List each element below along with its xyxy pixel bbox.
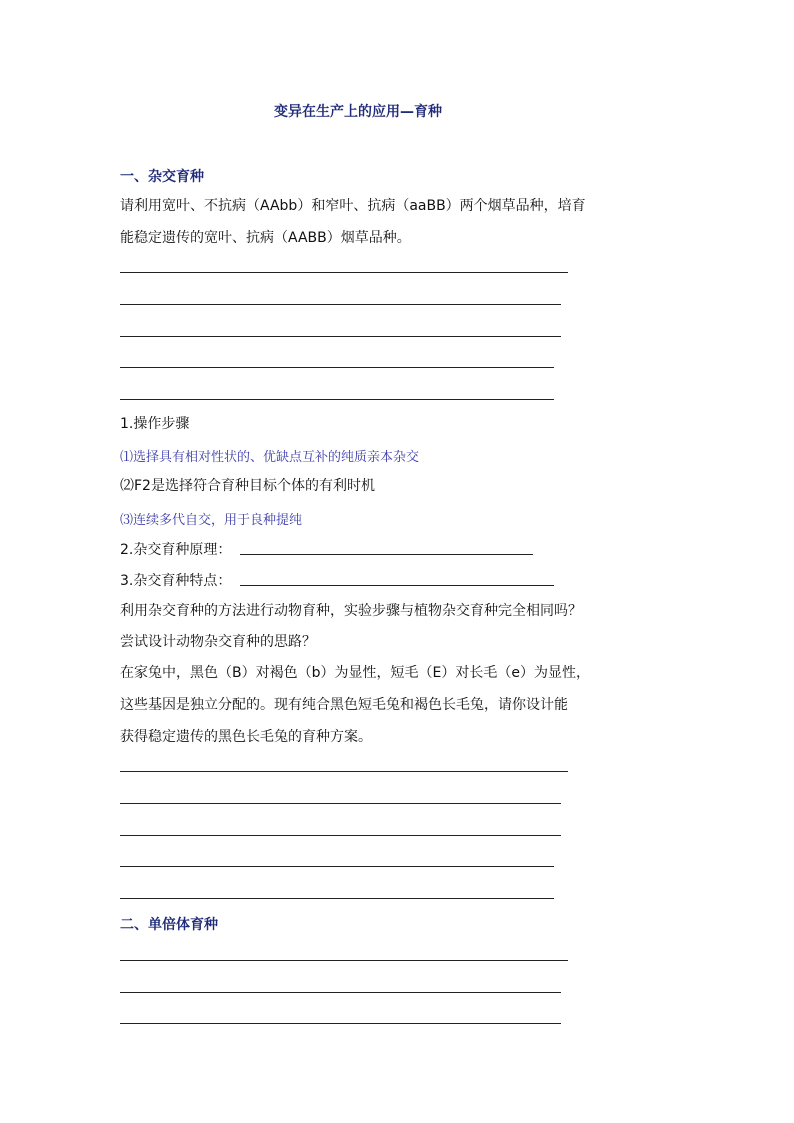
- feature-answer-line[interactable]: [240, 585, 554, 586]
- task-text-line: 请利用宽叶、不抗病（AAbb）和窄叶、抗病（aaBB）两个烟草品种，培育: [120, 198, 586, 214]
- answer-line[interactable]: [120, 960, 568, 961]
- answer-line[interactable]: [120, 367, 554, 368]
- task-text-line: 能稳定遗传的宽叶、抗病（AABB）烟草品种。: [120, 230, 411, 246]
- rabbit-problem-line: 这些基因是独立分配的。现有纯合黑色短毛兔和褐色长毛兔，请你设计能: [120, 697, 568, 713]
- steps-heading: 1.操作步骤: [120, 416, 190, 432]
- step-item: ⑴选择具有相对性状的、优缺点互补的纯质亲本杂交: [120, 450, 420, 465]
- answer-line[interactable]: [120, 835, 561, 836]
- question-text: 利用杂交育种的方法进行动物育种，实验步骤与植物杂交育种完全相同吗？: [120, 603, 582, 619]
- answer-line[interactable]: [120, 898, 554, 899]
- feature-label: 3.杂交育种特点：: [120, 573, 232, 589]
- rabbit-problem-line: 在家兔中，黑色（B）对褐色（b）为显性，短毛（E）对长毛（e）为显性，: [120, 665, 590, 681]
- page-title: 变异在生产上的应用—育种: [274, 104, 442, 120]
- section-heading-hybrid: 一、杂交育种: [120, 169, 204, 185]
- step-item: ⑶连续多代自交，用于良种提纯: [120, 513, 303, 528]
- section-heading-haploid: 二、单倍体育种: [120, 917, 218, 933]
- answer-line[interactable]: [120, 336, 561, 337]
- answer-line[interactable]: [120, 992, 561, 993]
- question-text: 尝试设计动物杂交育种的思路？: [120, 634, 316, 650]
- answer-line[interactable]: [120, 771, 568, 772]
- answer-line[interactable]: [120, 304, 561, 305]
- step-item: ⑵F2是选择符合育种目标个体的有利时机: [120, 478, 375, 494]
- rabbit-problem-line: 获得稳定遗传的黑色长毛兔的育种方案。: [120, 729, 372, 745]
- answer-line[interactable]: [120, 1023, 561, 1024]
- principle-label: 2.杂交育种原理：: [120, 542, 232, 558]
- principle-answer-line[interactable]: [240, 554, 533, 555]
- answer-line[interactable]: [120, 399, 554, 400]
- answer-line[interactable]: [120, 272, 568, 273]
- answer-line[interactable]: [120, 866, 554, 867]
- answer-line[interactable]: [120, 803, 561, 804]
